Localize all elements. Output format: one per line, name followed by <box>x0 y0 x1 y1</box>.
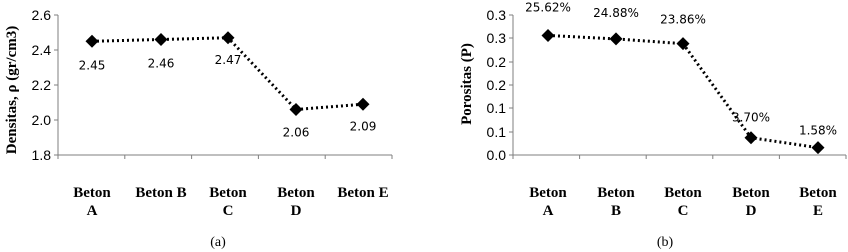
data-label-a: 2.06 <box>282 125 310 140</box>
data-label-b: 25.62% <box>525 0 571 15</box>
x-category-label-b: Beton <box>597 185 635 201</box>
data-label-a: 2.45 <box>78 58 106 73</box>
data-point-b <box>812 141 825 154</box>
data-point-b <box>745 131 758 144</box>
caption-b: (b) <box>656 235 674 250</box>
data-label-b: 3.70% <box>731 110 771 125</box>
data-label-a: 2.47 <box>214 52 242 67</box>
y-tick-label-b: 0.0 <box>486 147 506 163</box>
y-tick-label-a: 2.4 <box>31 42 51 58</box>
data-point-b <box>542 29 555 42</box>
x-category-label-b: E <box>812 203 824 219</box>
x-category-label-b: B <box>610 203 622 219</box>
x-category-label-b: Beton <box>732 185 770 201</box>
data-point-a <box>155 33 168 46</box>
data-point-b <box>610 32 623 45</box>
data-label-a: 2.46 <box>147 56 175 71</box>
y-tick-label-a: 2.0 <box>31 112 51 128</box>
series-line-b <box>548 35 818 147</box>
x-category-label-b: Beton <box>664 185 702 201</box>
x-category-label-a: Beton E <box>337 185 389 201</box>
ylabel-b: Porositas (P) <box>459 43 475 125</box>
y-tick-label-a: 1.8 <box>31 147 51 163</box>
series-line-a <box>92 38 363 110</box>
data-point-a <box>86 35 99 48</box>
y-tick-label-b: 0.1 <box>486 100 506 116</box>
data-label-b: 1.58% <box>798 123 838 138</box>
x-category-label-b: Beton <box>529 185 567 201</box>
x-category-label-a: Beton <box>73 185 111 201</box>
ylabel-a: Densitas, ρ (gr/cm3) <box>4 25 20 155</box>
x-category-label-b: Beton <box>799 185 837 201</box>
x-category-label-a: D <box>290 203 302 219</box>
x-category-label-b: D <box>745 203 757 219</box>
x-category-label-a: Beton B <box>135 185 187 201</box>
data-label-a: 2.09 <box>349 119 377 134</box>
data-label-b: 23.86% <box>660 12 706 27</box>
y-tick-label-b: 0.1 <box>486 124 506 140</box>
data-point-a <box>357 98 370 111</box>
y-tick-label-b: 0.3 <box>486 7 506 23</box>
y-tick-label-b: 0.3 <box>486 30 506 46</box>
x-category-label-a: A <box>86 203 98 219</box>
x-category-label-a: Beton <box>277 185 315 201</box>
y-tick-label-a: 2.2 <box>31 77 51 93</box>
data-label-b: 24.88% <box>593 5 639 20</box>
x-category-label-a: Beton <box>209 185 247 201</box>
y-tick-label-b: 0.2 <box>486 77 506 93</box>
x-category-label-b: C <box>677 203 689 219</box>
y-tick-label-a: 2.6 <box>31 7 51 23</box>
caption-a: (a) <box>210 235 226 250</box>
data-point-a <box>290 103 303 116</box>
x-category-label-a: C <box>222 203 234 219</box>
x-category-label-b: A <box>542 203 554 219</box>
data-point-a <box>222 31 235 44</box>
y-tick-label-b: 0.2 <box>486 54 506 70</box>
